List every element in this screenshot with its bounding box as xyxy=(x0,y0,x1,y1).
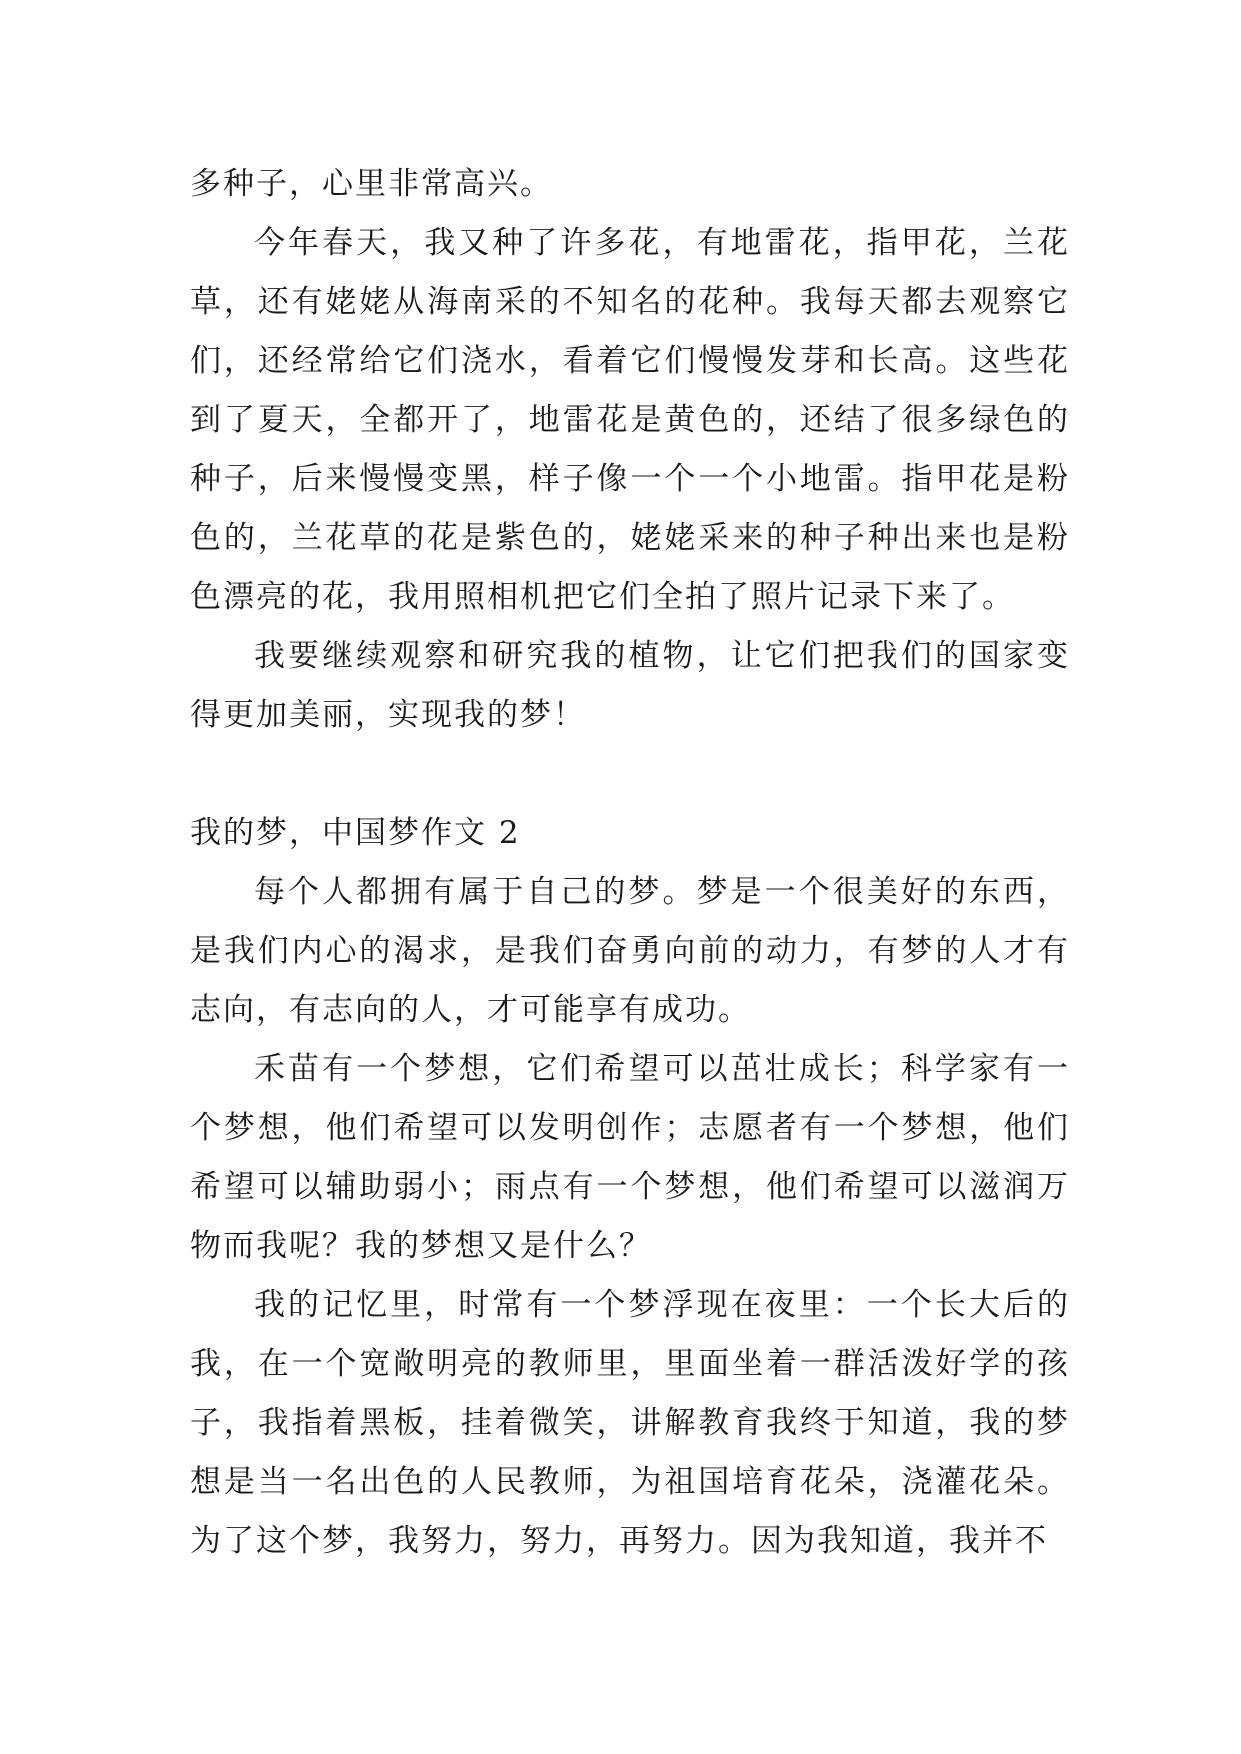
paragraph-flowers: 今年春天，我又种了许多花，有地雷花，指甲花，兰花草，还有姥姥从海南采的不知名的花种。我每天都去观察它们，还经常给它们浇水，看着它们慢慢发芽和长高。这些花到了夏天，全都开了，地雷花是黄色的，还结了很多绿色的种子，后来慢慢变黑，样子像一个一个小地雷。指甲花是粉色的，兰花草的花是紫色的，姥姥采来的种子种出来也是粉色漂亮的花，我用照相机把它们全拍了照片记录下来了。 xyxy=(190,225,1070,615)
paragraph-dream-conclusion: 我要继续观察和研究我的植物，让它们把我们的国家变得更加美丽，实现我的梦！ xyxy=(190,638,1070,733)
paragraph-everyone-dream: 每个人都拥有属于自己的梦。梦是一个很美好的东西，是我们内心的渴求，是我们奋勇向前的动力，有梦的人才有志向，有志向的人，才可能享有成功。 xyxy=(190,874,1070,1028)
document-body xyxy=(190,155,1070,1571)
paragraph-continuation: 多种子，心里非常高兴。 xyxy=(190,166,553,202)
section-title: 我的梦，中国梦作文 2 xyxy=(190,815,521,851)
paragraph-seedlings-dream: 禾苗有一个梦想，它们希望可以茁壮成长；科学家有一个梦想，他们希望可以发明创作；志愿者有一个梦想，他们希望可以辅助弱小；雨点有一个梦想，他们希望可以滋润万物而我呢？我的梦想又是什么？ xyxy=(190,1051,1070,1264)
paragraph-teacher-dream: 我的记忆里，时常有一个梦浮现在夜里：一个长大后的我，在一个宽敞明亮的教师里，里面坐着一群活泼好学的孩子，我指着黑板，挂着微笑，讲解教育我终于知道，我的梦想是当一名出色的人民教师，为祖国培育花朵，浇灌花朵。为了这个梦，我努力，努力，再努力。因为我知道，我并不 xyxy=(190,1287,1070,1559)
